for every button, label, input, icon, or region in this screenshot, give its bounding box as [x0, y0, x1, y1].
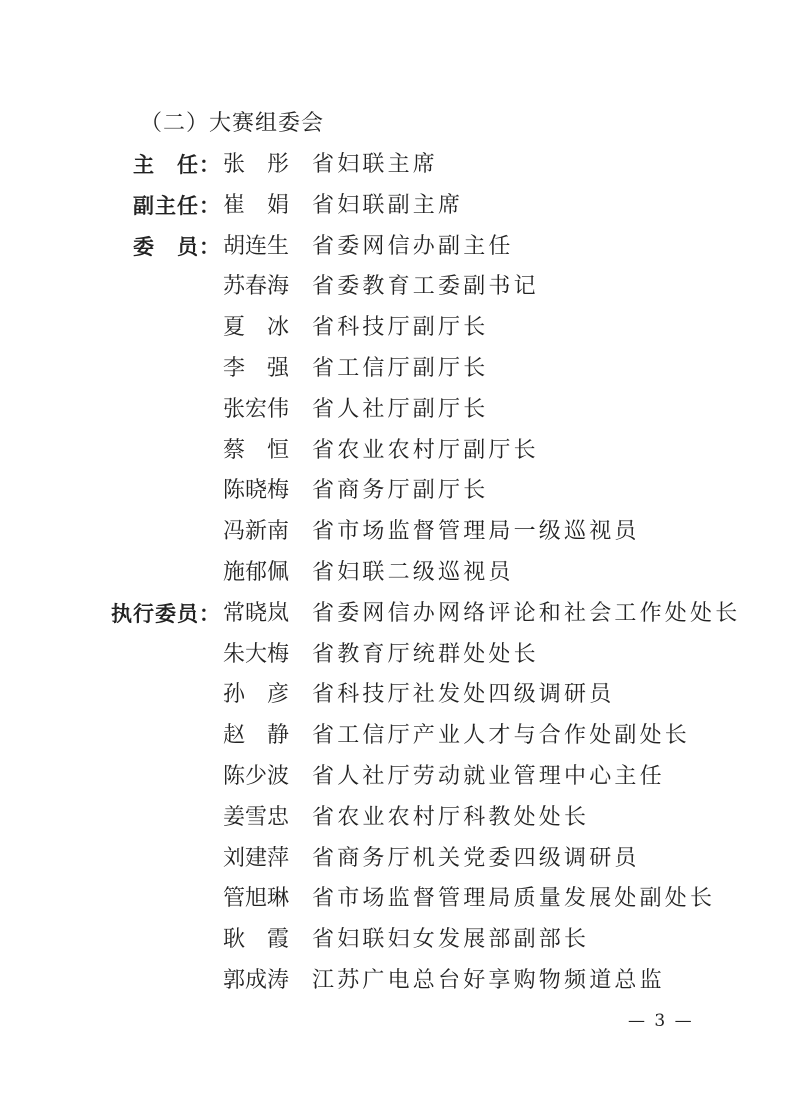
member-name-char: 刘 — [223, 845, 246, 871]
member-title: 省人社厅劳动就业管理中心主任 — [312, 764, 665, 789]
member-name — [223, 678, 289, 712]
member-name-char: 大 — [245, 641, 268, 667]
committee-row — [0, 678, 799, 712]
member-name-char: 佩 — [267, 560, 290, 585]
member-name-char: 冯 — [223, 519, 246, 545]
member-title: 省妇联主席 — [312, 152, 439, 177]
member-name — [223, 434, 289, 468]
member-name-char: 郭 — [223, 968, 246, 993]
role-label: 委 员： — [133, 234, 221, 259]
member-name-char: 施 — [223, 560, 246, 585]
member-title: 省工信厅副厅长 — [312, 356, 489, 381]
committee-row — [0, 597, 799, 631]
member-title: 省科技厅社发处四级调研员 — [312, 682, 615, 708]
committee-row — [0, 189, 799, 223]
member-name — [223, 597, 289, 631]
member-name-char: 宏 — [245, 396, 268, 422]
member-name-char: 娟 — [266, 192, 289, 218]
member-title: 省妇联妇女发展部副部长 — [312, 927, 590, 953]
committee-row — [0, 474, 799, 508]
member-title: 江苏广电总台好享购物频道总监 — [312, 968, 665, 993]
member-name — [223, 556, 289, 590]
member-name-char: 波 — [267, 764, 290, 789]
member-title: 省市场监督管理局一级巡视员 — [312, 519, 640, 545]
member-name-char: 恒 — [266, 437, 289, 463]
member-title: 省商务厅机关党委四级调研员 — [312, 845, 640, 871]
committee-row — [0, 148, 799, 182]
role-label: 副主任： — [133, 193, 221, 218]
member-name-char: 管 — [223, 886, 246, 912]
member-name-char: 强 — [266, 356, 289, 381]
committee-row — [0, 393, 799, 427]
role-label: 执行委员： — [111, 601, 221, 626]
committee-row — [0, 638, 799, 672]
committee-row — [0, 311, 799, 345]
member-name-char: 郁 — [245, 560, 268, 585]
member-name — [223, 393, 289, 427]
member-title: 省妇联副主席 — [312, 192, 464, 218]
member-name — [223, 352, 289, 386]
committee-row — [0, 352, 799, 386]
member-name-char: 胡 — [223, 233, 246, 259]
committee-row — [0, 556, 799, 590]
member-name-char: 夏 — [223, 315, 246, 341]
member-title: 省农业农村厅科教处处长 — [312, 804, 590, 830]
committee-row — [0, 270, 799, 304]
member-name-char: 忠 — [267, 804, 290, 830]
committee-row — [0, 882, 799, 916]
member-name-char: 朱 — [223, 641, 246, 667]
member-name-char: 李 — [223, 356, 246, 381]
member-name — [223, 923, 289, 957]
member-name-char: 姜 — [223, 804, 246, 830]
member-name-char: 陈 — [223, 478, 246, 504]
member-name — [223, 638, 289, 672]
member-title: 省委教育工委副书记 — [312, 274, 539, 300]
member-name — [223, 801, 289, 835]
member-title: 省妇联二级巡视员 — [312, 560, 514, 585]
member-name — [223, 882, 289, 916]
member-name — [223, 964, 289, 998]
member-title: 省工信厅产业人才与合作处副处长 — [312, 723, 691, 749]
page-number: — 3 — — [628, 1011, 694, 1031]
member-name-char: 新 — [245, 519, 268, 545]
member-name — [223, 189, 289, 223]
member-name-char: 连 — [245, 233, 268, 259]
member-name-char: 建 — [245, 845, 268, 871]
committee-row — [0, 842, 799, 876]
member-name-char: 涛 — [267, 968, 290, 993]
member-name — [223, 515, 289, 549]
member-title: 省委网信办网络评论和社会工作处处长 — [312, 600, 741, 626]
member-name — [223, 719, 289, 753]
member-title: 省农业农村厅副厅长 — [312, 437, 539, 463]
member-name-char: 晓 — [245, 600, 268, 626]
member-name — [223, 311, 289, 345]
member-title: 省委网信办副主任 — [312, 233, 514, 259]
member-name-char: 静 — [266, 723, 289, 749]
member-name-char: 伟 — [267, 396, 290, 422]
committee-row — [0, 923, 799, 957]
committee-row — [0, 719, 799, 753]
committee-row — [0, 801, 799, 835]
member-name-char: 耿 — [223, 927, 246, 953]
member-name-char: 苏 — [223, 274, 246, 300]
committee-row — [0, 515, 799, 549]
member-name-char: 常 — [223, 600, 246, 626]
member-name — [223, 474, 289, 508]
committee-row — [0, 760, 799, 794]
member-name — [223, 148, 289, 182]
member-title: 省市场监督管理局质量发展处副处长 — [312, 886, 716, 912]
member-name-char: 岚 — [267, 600, 290, 626]
member-title: 省教育厅统群处处长 — [312, 641, 539, 667]
member-name-char: 春 — [245, 274, 268, 300]
member-name — [223, 760, 289, 794]
member-name-char: 梅 — [267, 478, 290, 504]
member-name-char: 彦 — [266, 682, 289, 708]
member-name-char: 蔡 — [223, 437, 246, 463]
member-name-char: 霞 — [266, 927, 289, 953]
member-name-char: 张 — [223, 152, 246, 177]
role-label: 主 任： — [133, 153, 221, 177]
member-name-char: 彤 — [266, 152, 289, 177]
member-name-char: 生 — [267, 233, 290, 259]
member-name-char: 旭 — [245, 886, 268, 912]
member-name-char: 梅 — [267, 641, 290, 667]
member-title: 省人社厅副厅长 — [312, 396, 489, 422]
member-name-char: 成 — [245, 968, 268, 993]
member-name-char: 少 — [245, 764, 268, 789]
committee-row — [0, 964, 799, 998]
member-name-char: 冰 — [266, 315, 289, 341]
section-heading: （二）大赛组委会 — [140, 111, 325, 136]
member-name-char: 孙 — [223, 682, 246, 708]
committee-row — [0, 230, 799, 264]
member-name — [223, 842, 289, 876]
member-name — [223, 230, 289, 264]
member-name-char: 海 — [267, 274, 290, 300]
member-name-char: 崔 — [223, 192, 246, 218]
member-name-char: 雪 — [245, 804, 268, 830]
member-name-char: 张 — [223, 396, 246, 422]
member-name-char: 萍 — [267, 845, 290, 871]
member-title: 省科技厅副厅长 — [312, 315, 489, 341]
member-name-char: 陈 — [223, 764, 246, 789]
member-name — [223, 270, 289, 304]
member-name-char: 晓 — [245, 478, 268, 504]
member-name-char: 南 — [267, 519, 290, 545]
member-name-char: 琳 — [267, 886, 290, 912]
member-title: 省商务厅副厅长 — [312, 478, 489, 504]
member-name-char: 赵 — [223, 723, 246, 749]
committee-row — [0, 434, 799, 468]
